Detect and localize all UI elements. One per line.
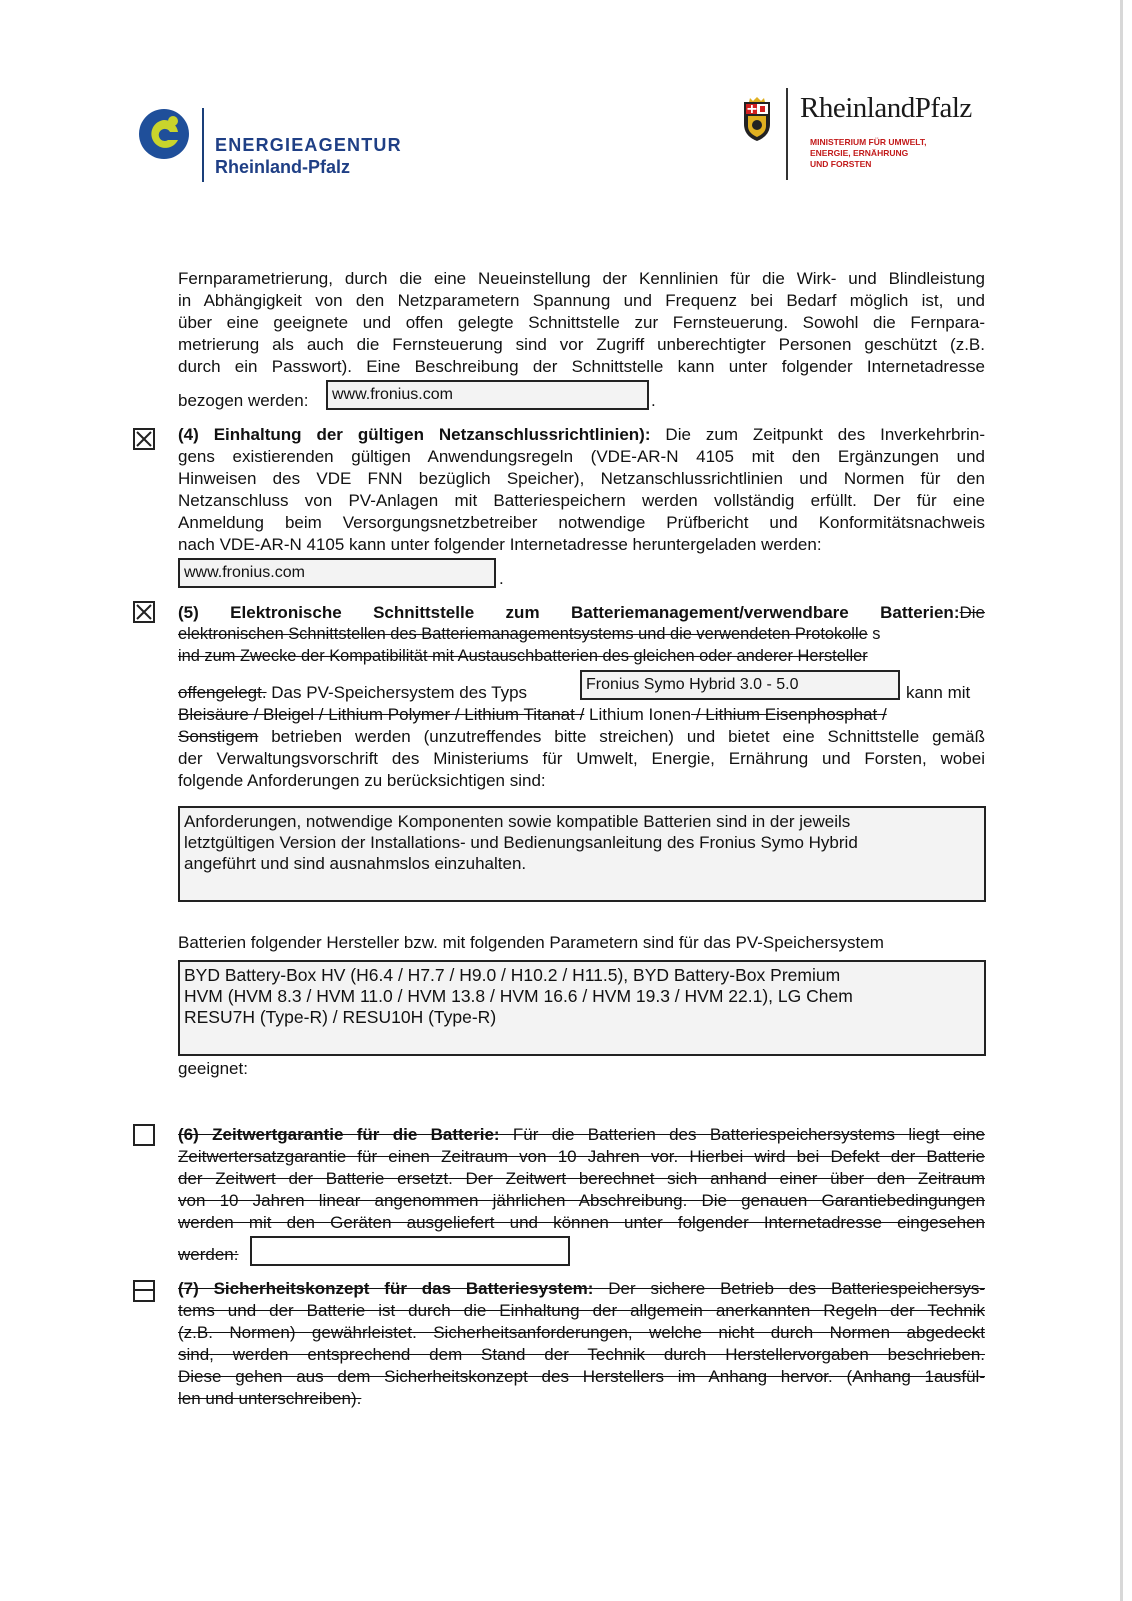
intro-line: über eine geeignete und offen gelegte Schnittstelle zur Fernsteuerung. Sowohl die Fernpara- <box>178 313 985 332</box>
intro-end: . <box>651 391 656 410</box>
section5-line: der Verwaltungsvorschrift des Ministeriums für Umwelt, Energie, Ernährung und Forsten, wobei <box>178 749 985 768</box>
section5-line: elektronischen Schnittstellen des Batteriemanagementsystems und die verwendeten Protokolle s <box>178 625 881 643</box>
batteries-intro: Batterien folgender Hersteller bzw. mit folgenden Parametern sind für das PV-Speichersystem <box>178 933 884 952</box>
ministry-name: MINISTERIUM FÜR UMWELT, ENERGIE, ERNÄHRUNG UND FORSTEN <box>810 137 927 169</box>
section7-line: Diese gehen aus dem Sicherheitskonzept des Herstellers im Anhang hervor. (Anhang 1ausfül- <box>178 1367 985 1386</box>
section5-title: (5) Elektronische Schnittstelle zum Batteriemanagement/verwendbare Batterien: <box>178 603 960 622</box>
section4-line: (4) Einhaltung der gültigen Netzanschlussrichtlinien): Die zum Zeitpunkt des Inverkehrbrin- <box>178 425 986 444</box>
system-type-field[interactable]: Fronius Symo Hybrid 3.0 - 5.0 <box>580 670 900 700</box>
guarantee-url-field[interactable] <box>250 1236 570 1266</box>
section5-line: kann mit <box>906 683 971 702</box>
logo-divider <box>202 108 204 182</box>
geeignet-label: geeignet: <box>178 1059 248 1078</box>
check-x-icon <box>135 603 153 621</box>
section5-line: (5) Elektronische Schnittstelle zum Batteriemanagement/verwendbare Batterien:Die <box>178 603 985 622</box>
section5-line: ind zum Zwecke der Kompatibilität mit Austauschbatterien des gleichen oder anderer Hersteller <box>178 647 868 665</box>
energieagentur-title: ENERGIEAGENTUR <box>215 135 402 155</box>
logo-divider-rlp <box>786 88 788 180</box>
section4-line: Hinweisen des VDE FNN bezüglich Speicher), Netzanschlussrichtlinien und Normen für den <box>178 469 985 488</box>
intro-line: in Abhängigkeit von den Netzparametern Spannung und Frequenz bei Bedarf möglich ist, und <box>178 291 985 310</box>
section5-line: Sonstigem betrieben werden (unzutreffendes bitte streichen) und bietet eine Schnittstelle gemäß <box>178 727 985 746</box>
section5-line: Bleisäure / Bleigel / Lithium Polymer / Lithium Titanat / Lithium Ionen / Lithium Eisenphosphat / <box>178 705 887 724</box>
section7-checkbox[interactable] <box>133 1280 155 1302</box>
section7-line: tems und der Batterie ist durch die Einhaltung der allgemein anerkannten Regeln der Technik <box>178 1301 985 1320</box>
section4-title: (4) Einhaltung der gültigen Netzanschlussrichtlinien): <box>178 425 651 444</box>
energieagentur-subtitle: Rheinland-Pfalz <box>215 157 351 177</box>
section4-checkbox[interactable] <box>133 428 155 450</box>
section4-line: Anmeldung beim Versorgungsnetzbetreiber notwendige Prüfbericht und Konformitätsnachweis <box>178 513 985 532</box>
section5-checkbox[interactable] <box>133 601 155 623</box>
section6-checkbox[interactable] <box>133 1124 155 1146</box>
intro-line: Fernparametrierung, durch die eine Neueinstellung der Kennlinien für die Wirk- und Blindleistung <box>178 269 985 288</box>
section5-line: folgende Anforderungen zu berücksichtigen sind: <box>178 771 546 790</box>
check-x-icon <box>135 430 153 448</box>
section6-line: der Zeitwert der Batterie ersetzt. Der Zeitwert berechnet sich anhand einer über den Zeitraum <box>178 1169 985 1188</box>
section7-line: sind, werden entsprechend dem Stand der Technik durch Herstellervorgaben beschrieben. <box>178 1345 985 1364</box>
intro-line: metrierung als auch die Fernsteuerung sind vor Zugriff unberechtigter Personen geschützt (z.B. <box>178 335 985 354</box>
section6-line: Zeitwertersatzgarantie für einen Zeitraum von 10 Jahren vor. Hierbei wird bei Defekt der Batterie <box>178 1147 985 1166</box>
section6-line: werden mit den Geräten ausgeliefert und können unter folgender Internetadresse eingesehen <box>178 1213 985 1232</box>
section6-line: (6) Zeitwertgarantie für die Batterie: Für die Batterien des Batteriespeichersystems liegt eine <box>178 1125 985 1144</box>
section7-line: len und unterschreiben). <box>178 1389 362 1408</box>
section6-title: (6) Zeitwertgarantie für die Batterie: <box>178 1125 500 1144</box>
energieagentur-logo-icon <box>138 108 190 160</box>
requirements-textbox[interactable]: Anforderungen, notwendige Komponenten sowie kompatible Batterien sind in der jeweils letztgültigen Version der Installations- und Bedienungsanleitung des Fronius Symo Hybrid angeführt und sind ausnahmslos einzuhalten. <box>178 806 986 902</box>
intro-line: durch ein Passwort). Eine Beschreibung der Schnittstelle kann unter folgender Internetadresse <box>178 357 985 376</box>
coat-of-arms-icon <box>740 96 774 142</box>
batteries-textbox[interactable]: BYD Battery-Box HV (H6.4 / H7.7 / H9.0 / H10.2 / H11.5), BYD Battery-Box Premium HVM (HVM 8.3 / HVM 11.0 / HVM 13.8 / HVM 16.6 / HVM 19.3 / HVM 22.1), LG Chem RESU7H (Type-R) / RESU10H (Type-R) <box>178 960 986 1056</box>
section7-title: (7) Sicherheitskonzept für das Batteriesystem: <box>178 1279 594 1298</box>
indeterminate-mark-icon <box>135 1289 153 1291</box>
page-edge <box>1120 0 1123 1601</box>
section7-line: (z.B. Normen) gewährleistet. Sicherheitsanforderungen, welche nicht durch Normen abgedeckt <box>178 1323 985 1342</box>
interface-url-field[interactable]: www.fronius.com <box>326 380 649 410</box>
rlp-wordmark: RheinlandPfalz <box>800 92 972 124</box>
section7-line: (7) Sicherheitskonzept für das Batteriesystem: Der sichere Betrieb des Batteriespeichersys- <box>178 1279 985 1298</box>
intro-line: bezogen werden: <box>178 391 309 410</box>
section4-end: . <box>499 569 504 588</box>
section4-line: Netzanschluss von PV-Anlagen mit Batteriespeichern werden vollständig erfüllt. Der für eine <box>178 491 985 510</box>
section6-line: werden: <box>178 1245 239 1264</box>
section4-line: gens existierenden gültigen Anwendungsregeln (VDE-AR-N 4105 mit den Ergänzungen und <box>178 447 985 466</box>
section6-line: von 10 Jahren linear angenommen jährlichen Abschreibung. Die genauen Garantiebedingungen <box>178 1191 985 1210</box>
section4-line: nach VDE-AR-N 4105 kann unter folgender Internetadresse heruntergeladen werden: <box>178 535 822 554</box>
section5-line: offengelegt. Das PV-Speichersystem des Typs <box>178 683 528 702</box>
certificate-url-field[interactable]: www.fronius.com <box>178 558 496 588</box>
